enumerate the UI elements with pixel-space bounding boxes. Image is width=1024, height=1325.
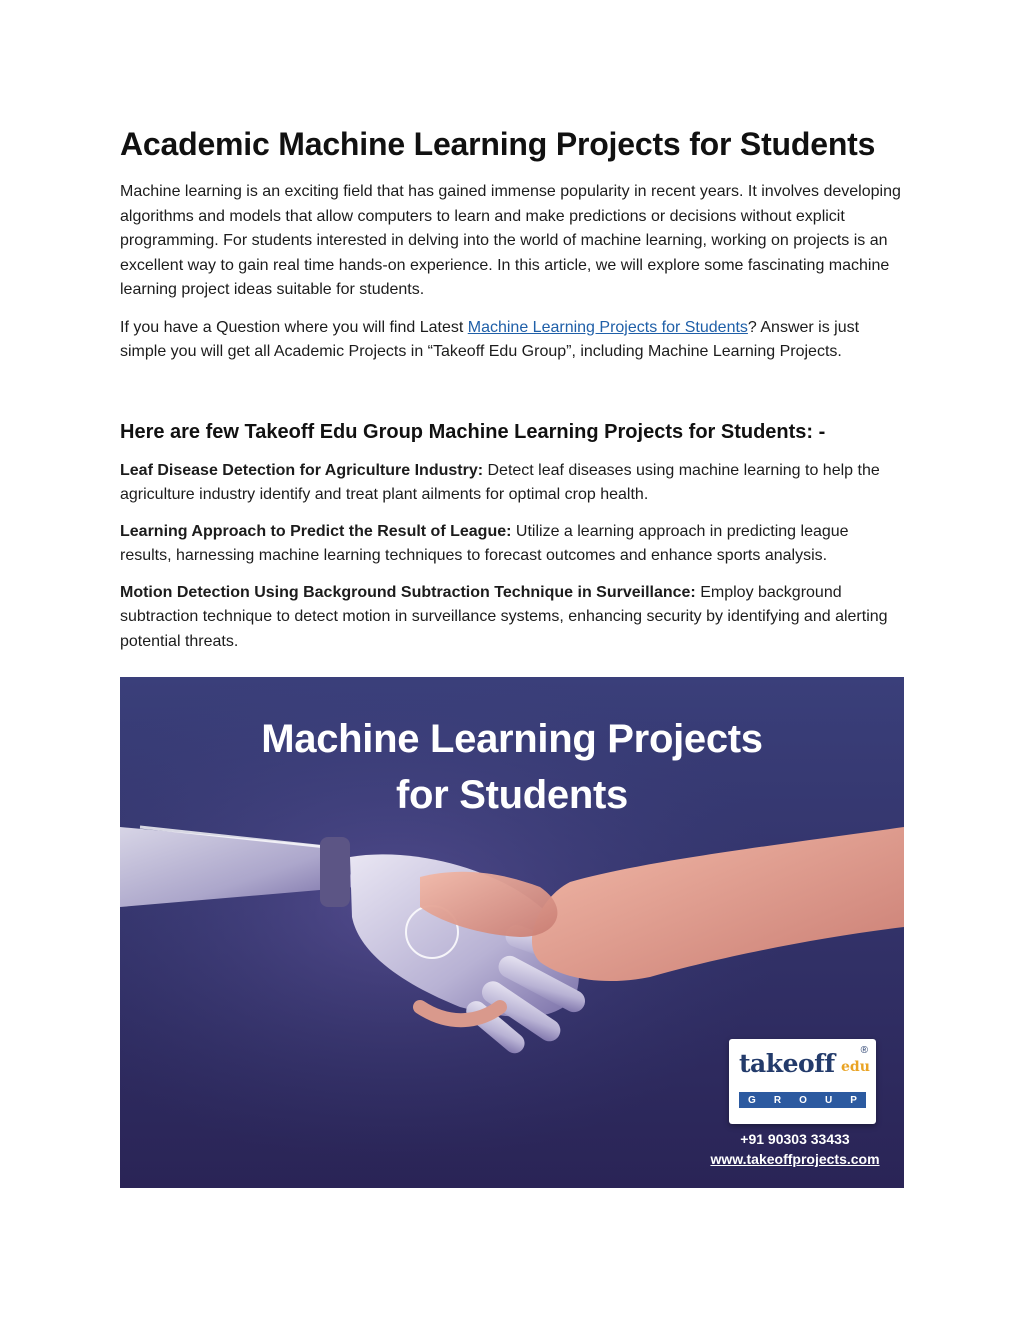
project-description: Employ background subtraction technique to detect motion in surveillance systems, enhancing security by identifying and alerting potential threats.	[120, 583, 888, 650]
intro-paragraph: Machine learning is an exciting field that has gained immense popularity in recent years. It involves developing algorithms and models that allow computers to learn and make predictions or decisions without explicit programming. For students interested in delving into the world of machine learning, working on projects is an excellent way to gain real time hands-on experience. In this article, we will explore some fascinating machine learning project ideas suitable for students.	[120, 183, 901, 298]
project-title: Leaf Disease Detection for Agriculture Industry:	[120, 461, 484, 479]
section-heading: Here are few Takeoff Edu Group Machine Learning Projects for Students: -	[120, 420, 826, 443]
registered-icon: ®	[860, 1045, 868, 1056]
project-item	[120, 459, 904, 508]
banner-title-line1: Machine Learning Projects	[261, 717, 763, 761]
question-text-after: ? Answer is just simple you will get all Academic Projects in “Takeoff Edu Group”, including Machine Learning Projects.	[120, 318, 860, 360]
project-item	[120, 520, 904, 569]
project-item	[120, 581, 904, 655]
logo-group-letter: U	[824, 1094, 833, 1106]
question-paragraph	[120, 316, 904, 365]
project-description: Utilize a learning approach in predicting league results, harnessing machine learning techniques to forecast outcomes and enhance sports analysis.	[120, 522, 849, 564]
takeoff-edu-logo	[729, 1039, 876, 1124]
banner-title-line2: for Students	[396, 773, 628, 817]
project-title: Learning Approach to Predict the Result of League:	[120, 522, 512, 540]
logo-group-bar	[739, 1092, 866, 1108]
logo-edu: edu	[841, 1059, 870, 1075]
project-description: Detect leaf diseases using machine learning to help the agriculture industry identify and treat plant ailments for optimal crop health.	[120, 461, 880, 503]
banner-title	[120, 711, 904, 823]
logo-word: takeoff	[739, 1049, 835, 1078]
ml-projects-link[interactable]: Machine Learning Projects for Students	[467, 318, 748, 336]
logo-group-letter: P	[850, 1094, 857, 1106]
logo-group-letter: G	[748, 1094, 756, 1106]
logo-group-letter: O	[799, 1094, 807, 1106]
logo-group-letter: R	[773, 1094, 782, 1106]
website-url: www.takeoffprojects.com	[710, 1151, 880, 1167]
question-text-before: If you have a Question where you will find Latest	[120, 318, 468, 336]
page-title: Academic Machine Learning Projects for Students	[120, 126, 876, 162]
phone-number: +91 90303 33433	[740, 1131, 850, 1147]
project-title: Motion Detection Using Background Subtraction Technique in Surveillance:	[120, 583, 696, 601]
article	[120, 120, 904, 654]
